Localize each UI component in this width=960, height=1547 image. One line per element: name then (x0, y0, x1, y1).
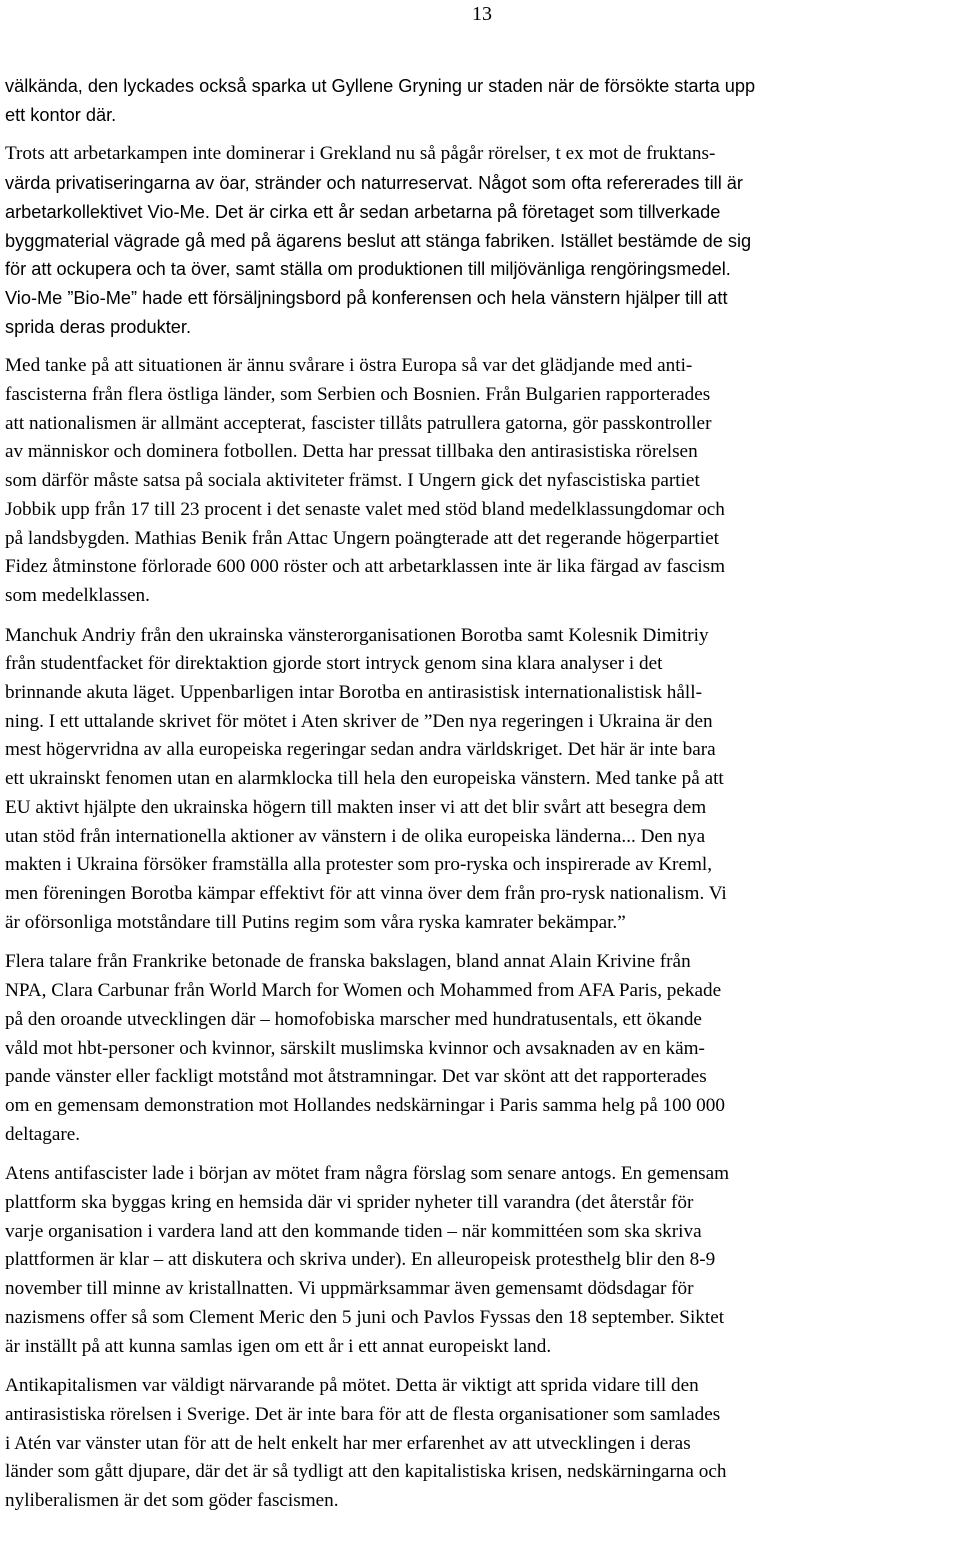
paragraph (5, 140, 955, 341)
text-line: mest högervridna av alla europeiska regeringar sedan andra världskriget. Det här är inte bara (5, 739, 716, 761)
text-line: på landsbygden. Mathias Benik från Attac Ungern poängterade att det regerande högerpartiet (5, 527, 719, 549)
text-line: för att ockupera och ta över, samt ställa om produktionen till miljövänliga rengöringsmedel. (5, 259, 731, 280)
text-line: i Atén var vänster utan för att de helt enkelt har mer erfarenhet av att utvecklingen i deras (5, 1432, 691, 1454)
document-body (5, 72, 955, 1527)
text-line: Antikapitalismen var väldigt närvarande på mötet. Detta är viktigt att sprida vidare till den (5, 1375, 699, 1397)
text-line: är oförsonliga motståndare till Putins regim som våra ryska kamrater bekämpar.” (5, 911, 626, 933)
paragraph (5, 622, 955, 938)
text-line: deltagare. (5, 1123, 81, 1145)
text-line: från studentfacket för direktaktion gjorde stort intryck genom sina klara analyser i det (5, 653, 663, 675)
text-line: men föreningen Borotba kämpar effektivt för att vinna över dem från pro-rysk nationalism. Vi (5, 882, 727, 904)
text-line: ett ukrainskt fenomen utan en alarmklocka till hela den europeiska vänstern. Med tanke på att (5, 768, 724, 790)
text-line: som därför måste satsa på sociala aktiviteter främst. I Ungern gick det nyfascistiska partiet (5, 470, 700, 492)
text-line: som medelklassen. (5, 584, 150, 606)
text-line: EU aktivt hjälpte den ukrainska högern till makten inser vi att det blir svårt att besegra dem (5, 796, 707, 818)
text-line: november till minne av kristallnatten. Vi uppmärksammar även gemensamt dödsdagar för (5, 1278, 694, 1300)
text-line: NPA, Clara Carbunar från World March for Women och Mohammed from AFA Paris, pekade (5, 980, 722, 1002)
text-line: nyliberalismen är det som göder fascismen. (5, 1490, 339, 1512)
text-line: våld mot hbt-personer och kvinnor, särskilt muslimska kvinnor och avsaknaden av en käm- (5, 1037, 705, 1059)
text-line: utan stöd från internationella aktioner av vänstern i de olika europeiska länderna... Den nya (5, 825, 706, 847)
text-line: Atens antifascister lade i början av mötet fram några förslag som senare antogs. En gemensam (5, 1163, 730, 1185)
text-line: värda privatiseringarna av öar, stränder och naturreservat. Något som ofta refererades till är (5, 173, 743, 194)
text-line: Jobbik upp från 17 till 23 procent i det senaste valet med stöd bland medelklassungdomar och (5, 498, 725, 520)
text-line: att nationalismen är allmänt accepterat, fascister tillåts patrullera gatorna, gör passkontroller (5, 412, 712, 434)
text-line: plattformen är klar – att diskutera och skriva under). En alleuropeisk protesthelg blir den 8-9 (5, 1249, 716, 1271)
text-line: av människor och dominera fotbollen. Detta har pressat tillbaka den antirasistiska rörelsen (5, 441, 698, 463)
paragraph (5, 72, 955, 129)
text-line: Flera talare från Frankrike betonade de franska bakslagen, bland annat Alain Krivine från (5, 951, 691, 973)
text-line: Trots att arbetarkampen inte dominerar i Grekland nu så pågår rörelser, t ex mot de fruktans- (5, 143, 716, 165)
paragraph (5, 352, 955, 610)
paragraph (5, 1160, 955, 1361)
text-line: ning. I ett uttalande skrivet för mötet i Aten skriver de ”Den nya regeringen i Ukraina är den (5, 710, 713, 732)
text-line: om en gemensam demonstration mot Hollandes nedskärningar i Paris samma helg på 100 000 (5, 1094, 725, 1116)
text-line: makten i Ukraina försöker framställa alla protester som pro-ryska och inspirerade av Kreml, (5, 854, 713, 876)
text-line: byggmaterial vägrade gå med på ägarens beslut att stänga fabriken. Istället bestämde de sig (5, 230, 752, 251)
text-line: Vio-Me ”Bio-Me” hade ett försäljningsbord på konferensen och hela vänstern hjälper till att (5, 287, 728, 308)
text-line: Med tanke på att situationen är ännu svårare i östra Europa så var det glädjande med anti- (5, 355, 693, 377)
text-line: är inställt på att kunna samlas igen om ett år i ett annat europeiskt land. (5, 1335, 552, 1357)
page-number: 13 (472, 3, 492, 25)
text-line: Manchuk Andriy från den ukrainska vänsterorganisationen Borotba samt Kolesnik Dimitriy (5, 624, 709, 646)
text-line: varje organisation i vardera land att den kommande tiden – när kommittéen som ska skriva (5, 1220, 702, 1242)
text-line: välkända, den lyckades också sparka ut Gyllene Gryning ur staden när de försökte starta upp (5, 76, 756, 96)
text-line: på den oroande utvecklingen där – homofobiska marscher med hundratusentals, ett ökande (5, 1008, 702, 1030)
text-line: pande vänster eller fackligt motstånd mot åtstramningar. Det var skönt att det rapporterades (5, 1066, 707, 1088)
text-line: brinnande akuta läget. Uppenbarligen intar Borotba en antirasistisk internationalistisk håll- (5, 682, 702, 704)
text-line: Fidez åtminstone förlorade 600 000 röster och att arbetarklassen inte är lika färgad av fascism (5, 556, 725, 578)
text-line: antirasistiska rörelsen i Sverige. Det är inte bara för att de flesta organisationer som samlades (5, 1403, 721, 1425)
text-line: fascisterna från flera östliga länder, som Serbien och Bosnien. Från Bulgarien rapporterades (5, 384, 711, 406)
paragraph (5, 948, 955, 1149)
text-line: arbetarkollektivet Vio-Me. Det är cirka ett år sedan arbetarna på företaget som tillverkade (5, 201, 721, 222)
text-line: ett kontor där. (5, 104, 117, 125)
text-line: sprida deras produkter. (5, 316, 192, 337)
text-line: plattform ska byggas kring en hemsida där vi sprider nyheter till varandra (det återstår för (5, 1192, 694, 1214)
paragraph (5, 1372, 955, 1516)
text-line: länder som gått djupare, där det är så tydligt att den kapitalistiska krisen, nedskärningarna och (5, 1461, 727, 1483)
text-line: nazismens offer så som Clement Meric den 5 juni och Pavlos Fyssas den 18 september. Siktet (5, 1306, 725, 1328)
